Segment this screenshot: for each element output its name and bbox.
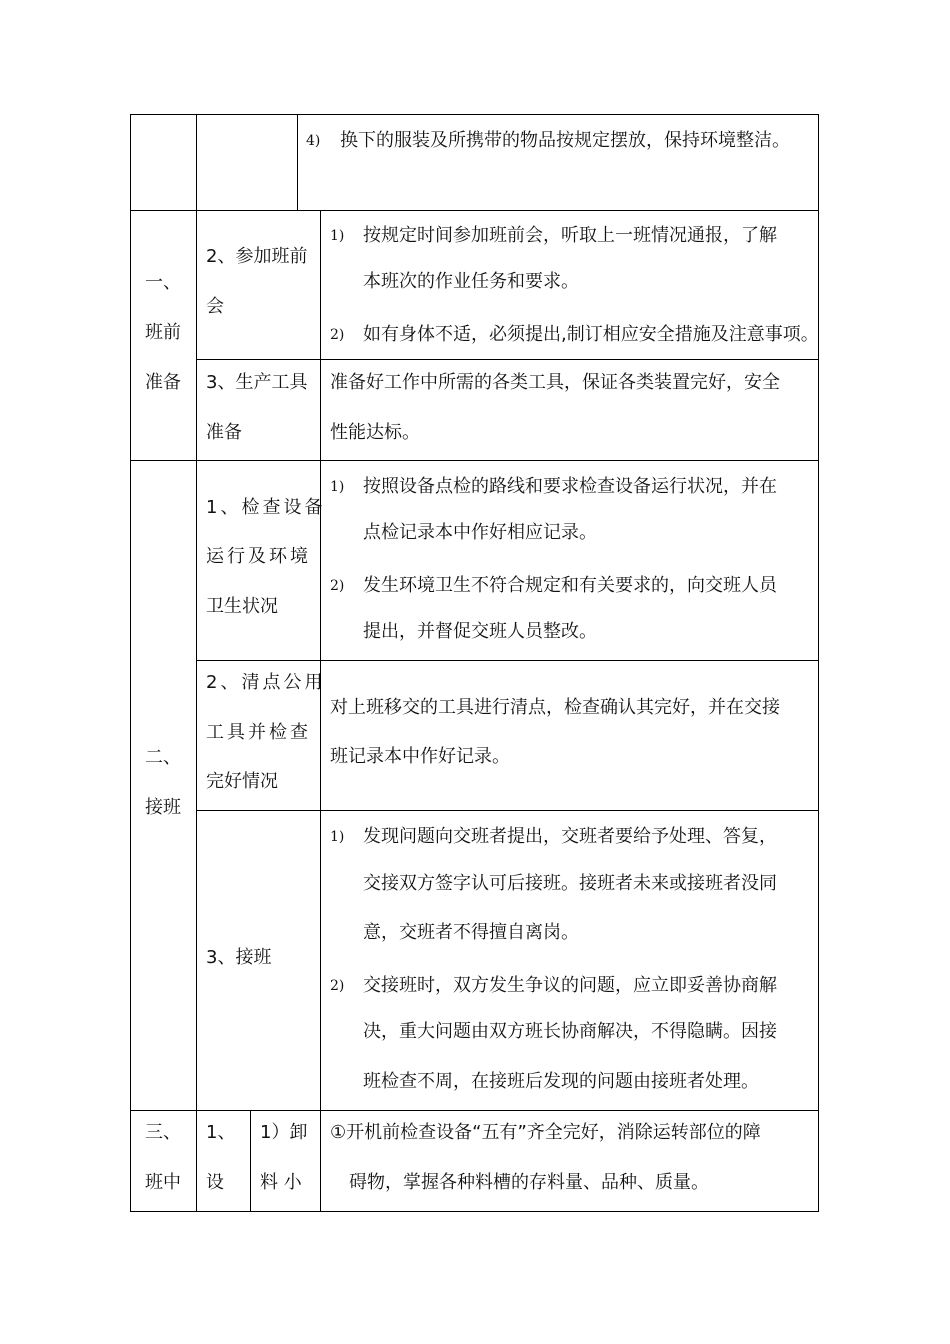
task-title: 会 <box>206 296 224 317</box>
item-text: 交接班时，双方发生争议的问题，应立即妥善协商解 <box>363 975 777 996</box>
item-text: 发现问题向交班者提出，交班者要给予处理、答复， <box>363 826 777 847</box>
task-title: 卫生状况 <box>206 596 278 617</box>
rule-handover-mid1 <box>196 660 819 661</box>
category-label: 班前 <box>145 322 181 343</box>
col-divider-duty <box>250 1110 251 1212</box>
item-number: 1) <box>330 479 345 495</box>
item-text: 换下的服装及所携带的物品按规定摆放，保持环境整洁。 <box>340 130 790 151</box>
col-divider-r0 <box>297 114 298 211</box>
rule-handover-top <box>130 460 819 461</box>
item-number: 2) <box>330 578 345 594</box>
item-number: 4) <box>306 133 321 149</box>
cell-text: 性能达标。 <box>330 422 420 443</box>
rule-prep-mid <box>196 359 819 360</box>
item-text: 提出，并督促交班人员整改。 <box>363 621 597 642</box>
task-title: 准备 <box>206 422 242 443</box>
task-title: 3、生产工具 <box>206 372 308 393</box>
rule-handover-mid2 <box>196 810 819 811</box>
cell-text: ①开机前检查设备“五有”齐全完好，消除运转部位的障 <box>330 1122 761 1143</box>
task-title: 2、参加班前 <box>206 246 308 267</box>
cell-text: 班记录本中作好记录。 <box>330 746 510 767</box>
item-text: 按照设备点检的路线和要求检查设备运行状况，并在 <box>363 476 777 497</box>
rule-duty-top <box>130 1110 819 1111</box>
item-text: 本班次的作业任务和要求。 <box>363 271 579 292</box>
task-title: 3、接班 <box>206 947 272 968</box>
task-title: 1、 <box>206 1122 236 1143</box>
category-label: 接班 <box>145 797 181 818</box>
col-divider-1 <box>196 114 197 1212</box>
item-number: 1) <box>330 829 345 845</box>
task-title: 工具并检查 <box>206 722 311 743</box>
item-text: 班检查不周，在接班后发现的问题由接班者处理。 <box>363 1071 759 1092</box>
item-text: 发生环境卫生不符合规定和有关要求的，向交班人员 <box>363 575 777 596</box>
category-label: 班中 <box>145 1172 181 1193</box>
category-label: 一、 <box>145 272 181 293</box>
rule-bottom <box>130 1211 819 1212</box>
cell-text: 对上班移交的工具进行清点，检查确认其完好，并在交接 <box>330 697 780 718</box>
subtask-title: 料 小 <box>260 1172 302 1193</box>
rule-top <box>130 114 819 115</box>
category-label: 二、 <box>145 747 181 768</box>
item-text: 交接双方签字认可后接班。接班者未来或接班者没同 <box>363 873 777 894</box>
subtask-title: 1）卸 <box>260 1122 308 1143</box>
task-title: 运行及环境 <box>206 546 311 567</box>
col-divider-2 <box>320 210 321 1212</box>
item-number: 1) <box>330 228 345 244</box>
item-text: 如有身体不适，必须提出,制订相应安全措施及注意事项。 <box>363 324 819 345</box>
item-number: 2) <box>330 978 345 994</box>
rule-prep-top <box>130 210 819 211</box>
table-border-right <box>818 114 819 1212</box>
item-text: 意，交班者不得擅自离岗。 <box>363 922 579 943</box>
item-text: 按规定时间参加班前会，听取上一班情况通报，了解 <box>363 225 777 246</box>
cell-text: 准备好工作中所需的各类工具，保证各类装置完好，安全 <box>330 372 780 393</box>
item-text: 点检记录本中作好相应记录。 <box>363 522 597 543</box>
task-title: 2、清点公用 <box>206 672 326 693</box>
task-title: 完好情况 <box>206 771 278 792</box>
task-title: 设 <box>206 1172 224 1193</box>
category-label: 三、 <box>145 1122 181 1143</box>
cell-text: 碍物，掌握各种料槽的存料量、品种、质量。 <box>349 1172 709 1193</box>
item-text: 决，重大问题由双方班长协商解决，不得隐瞒。因接 <box>363 1021 777 1042</box>
table-border-left <box>130 114 131 1212</box>
category-label: 准备 <box>145 372 181 393</box>
item-number: 2) <box>330 327 345 343</box>
task-title: 1、检查设备 <box>206 497 326 518</box>
